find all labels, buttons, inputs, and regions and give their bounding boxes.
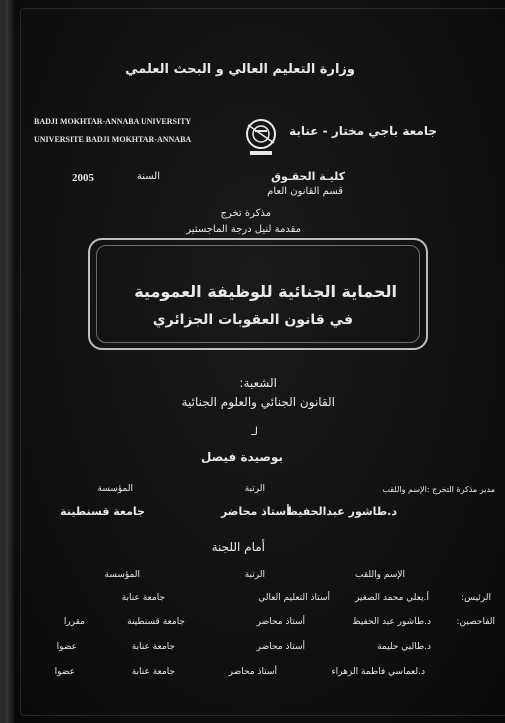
year-label: السنة [136, 171, 160, 182]
committee-member-name: د.طاشور عبد الحفيظ [352, 617, 431, 627]
committee-header-institution: المؤسسة [104, 570, 140, 580]
book-spine [6, 0, 14, 723]
committee-member-institution: جامعة قسنطينة [127, 617, 185, 627]
by-label: لـ [251, 425, 258, 438]
committee-member-status: عضوا [54, 667, 75, 677]
university-name-en: BADJI MOKHTAR-ANNABA UNIVERSITY [34, 117, 192, 126]
supervisor-rank: أستاذ محاضر [220, 505, 290, 518]
committee-member-rank: أستاذ محاضر [256, 642, 305, 652]
thesis-purpose: مقدمة لنيل درجة الماجستير [186, 224, 301, 235]
committee-role-examiners: الفاحصين: [456, 617, 495, 627]
committee-header-rank: الرتبة [244, 570, 265, 580]
year-value: 2005 [72, 172, 94, 184]
committee-member-name: د.لعماسي فاطمة الزهراء [331, 667, 425, 677]
department-name: قسم القانون العام [267, 186, 343, 197]
faculty-name: كليـة الحقـوق [271, 170, 345, 183]
committee-member-status: مقررا [63, 617, 85, 627]
committee-member-institution: جامعة عنابة [131, 667, 175, 677]
university-name-fr: UNIVERSITE BADJI MOKHTAR-ANNABA [34, 135, 192, 144]
branch-label: الشعبة: [239, 376, 277, 390]
committee-member-name: د.طالبي حليمة [377, 642, 431, 652]
author-name: بوصيدة فيصل [200, 450, 283, 464]
supervisor-name-label: مدير مذكرة التخرج :الإسم واللقب [382, 485, 495, 494]
committee-member-institution: جامعة عنابة [131, 642, 175, 652]
committee-member-name: أ.يعلي محمد الصغير [354, 593, 429, 603]
committee-role-chair: الرئيس: [461, 593, 491, 603]
committee-member-institution: جامعة عنابة [121, 593, 165, 603]
supervisor-institution-label: المؤسسة [97, 484, 133, 494]
committee-member-rank: أستاذ محاضر [228, 667, 277, 677]
university-name-ar: جامعة باجي مختار - عنابة [289, 124, 437, 138]
committee-member-rank: أستاذ التعليم العالي [258, 593, 330, 603]
committee-title: أمام اللجنة [211, 540, 265, 554]
thesis-type: مذكرة تخرج [220, 208, 271, 219]
committee-header-name: الإسم واللقب [355, 570, 405, 580]
committee-member-rank: أستاذ محاضر [256, 617, 305, 627]
university-logo-icon [242, 115, 280, 157]
ministry-name: وزارة التعليم العالي و البحث العلمي [125, 62, 355, 77]
thesis-title: الحماية الجنائية للوظيفة العمومية [134, 282, 397, 301]
thesis-subtitle: في قانون العقوبات الجزائري [152, 312, 353, 328]
committee-member-status: عضوا [56, 642, 77, 652]
supervisor-institution: جامعة قسنطينة [60, 505, 145, 518]
supervisor-rank-label: الرتبة [244, 484, 265, 494]
branch-value: القانون الجنائي والعلوم الجنائية [181, 395, 335, 409]
supervisor-name: د.طاشور عبدالحفيظ [286, 505, 397, 518]
